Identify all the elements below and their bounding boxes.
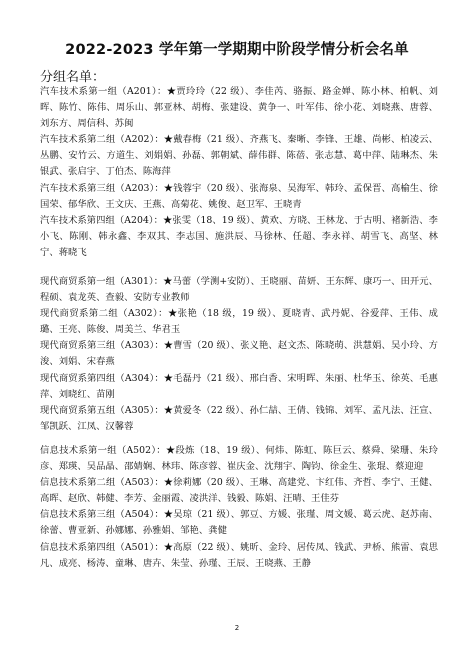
group-entry xyxy=(40,507,438,539)
group-entry xyxy=(40,403,438,435)
group-entry xyxy=(40,306,438,338)
page-title: 2022-2023 学年第一学期期中阶段学情分析会名单 xyxy=(65,42,409,58)
group-label: 信息技术系第二组（A503）： xyxy=(40,477,164,489)
group-entry xyxy=(40,213,438,261)
group-label: 现代商贸系第一组（A301）： xyxy=(40,276,164,287)
group-entry xyxy=(40,338,438,370)
group-label: 汽车技术系第一组（A201）： xyxy=(40,86,167,97)
group-members: ★徐莉娜（20 级）、王琳、高建党、卞红伟、齐哲、李宁、王健、高晖、赵欣、韩健、李芳、金丽霞、凌洪洋、钱毅、陈娟、汪晴、王佳芬 xyxy=(40,477,438,505)
group-label: 现代商贸系第五组（A305）： xyxy=(40,404,164,416)
group-members: ★张雯（18、19 级）、黄欢、方晓、王林龙、于古明、褚新浩、李小飞、陈刚、韩永鑫、李双其、李志国、施洪辰、马徐林、任超、李永祥、胡雪飞、高坚、林宁、蒋晓飞 xyxy=(40,214,438,258)
group-label: 信息技术系第一组（A502）： xyxy=(40,445,166,456)
it-section xyxy=(40,443,438,572)
group-members: ★贾玲玲（22 级）、李佳芮、骆振、路金婵、陈小林、柏帆、刘晖、陈竹、陈伟、周乐山、郭亚林、胡梅、张建设、黄争一、叶军伟、徐小花、刘晓燕、唐蓉、刘东方、周信科、苏闽 xyxy=(40,86,439,130)
group-label: 现代商贸系第四组（A304）： xyxy=(40,372,164,384)
group-label: 信息技术系第三组（A504）： xyxy=(40,509,164,521)
group-entry xyxy=(40,84,438,132)
group-entry xyxy=(40,181,438,213)
group-entry xyxy=(40,443,438,475)
group-entry xyxy=(40,132,438,180)
group-label: 现代商贸系第二组（A302）： xyxy=(40,308,168,320)
group-label: 汽车技术系第三组（A203）： xyxy=(40,182,164,194)
group-label: 信息技术系第四组（A501）： xyxy=(40,541,164,553)
commerce-section xyxy=(40,274,438,435)
group-label: 汽车技术系第四组（A204）： xyxy=(40,214,163,226)
group-label: 汽车技术系第二组（A202）： xyxy=(40,134,164,146)
group-members: ★高原（22 级）、姚昕、金玲、居传凤、钱武、尹桥、熊雷、袁思凡、成亮、杨涛、童琳、唐卉、朱莹、孙瑾、王辰、王晓燕、王静 xyxy=(40,541,438,569)
automotive-section xyxy=(40,84,438,261)
group-entry xyxy=(40,274,438,306)
group-members: ★曹雪（20 级）、张义艳、赵文杰、陈晓萌、洪慧娟、吴小玲、方浚、刘娟、宋春燕 xyxy=(40,340,438,368)
group-members: ★张艳（18 级，19 级）、夏晓青、武丹妮、谷爱萍、王伟、成璐、王亮、陈俊、周美兰、华君玉 xyxy=(40,308,438,336)
group-members: ★段炼（18、19 级）、何炜、陈虹、陈巨云、蔡舜、梁珊、朱玲彦、郑瑛、吴品晶、邵婧娴、林玮、陈彦蓉、崔庆金、沈翔宇、陶钧、徐金生、张琨、蔡迎迎 xyxy=(40,445,439,473)
group-members: ★马蕾（学测+安防）、王晓丽、苗妍、王东辉、康巧一、田开元、程硕、袁龙英、查毅、安防专业教师 xyxy=(40,276,439,304)
group-entry xyxy=(40,371,438,403)
group-list-heading: 分组名单： xyxy=(40,70,106,85)
group-entry xyxy=(40,475,438,507)
group-label: 现代商贸系第三组（A303）： xyxy=(40,340,164,352)
page-number: 2 xyxy=(234,624,240,632)
group-members: ★钱蓉宇（20 级）、张海泉、吴海军、韩玲、孟保晋、高榆生、徐国荣、郁华欣、王文庆、王燕、高菊花、姚俊、赵卫军、王晓青 xyxy=(40,182,438,210)
group-members: ★黄爱冬（22 级）、孙仁喆、王倩、钱锦、刘军、孟凡法、汪宣、邹凯跃、江凤、汉馨蓉 xyxy=(40,404,438,432)
group-members: ★吴琼（21 级）、郭豆、方媛、张瑾、周文媛、葛云虎、赵苏南、徐蕾、曹亚新、孙娜娜、孙雅娟、邹艳、龚健 xyxy=(40,509,438,537)
group-members: ★毛磊丹（21 级）、邢白香、宋明晖、朱丽、杜华玉、徐英、毛惠萍、刘晓红、苗刚 xyxy=(40,372,438,400)
group-members: ★戴春梅（21 级）、齐燕飞、秦晰、李锋、王雄、尚彬、柏凌云、丛鹏、安竹云、方道生、刘娟娟、孙磊、郭朝斌、薛伟群、陈蓓、张志慧、葛中萍、陆琳杰、朱银武、张启宇、丁伯杰、陈海萍 xyxy=(40,134,438,178)
group-entry xyxy=(40,540,438,572)
